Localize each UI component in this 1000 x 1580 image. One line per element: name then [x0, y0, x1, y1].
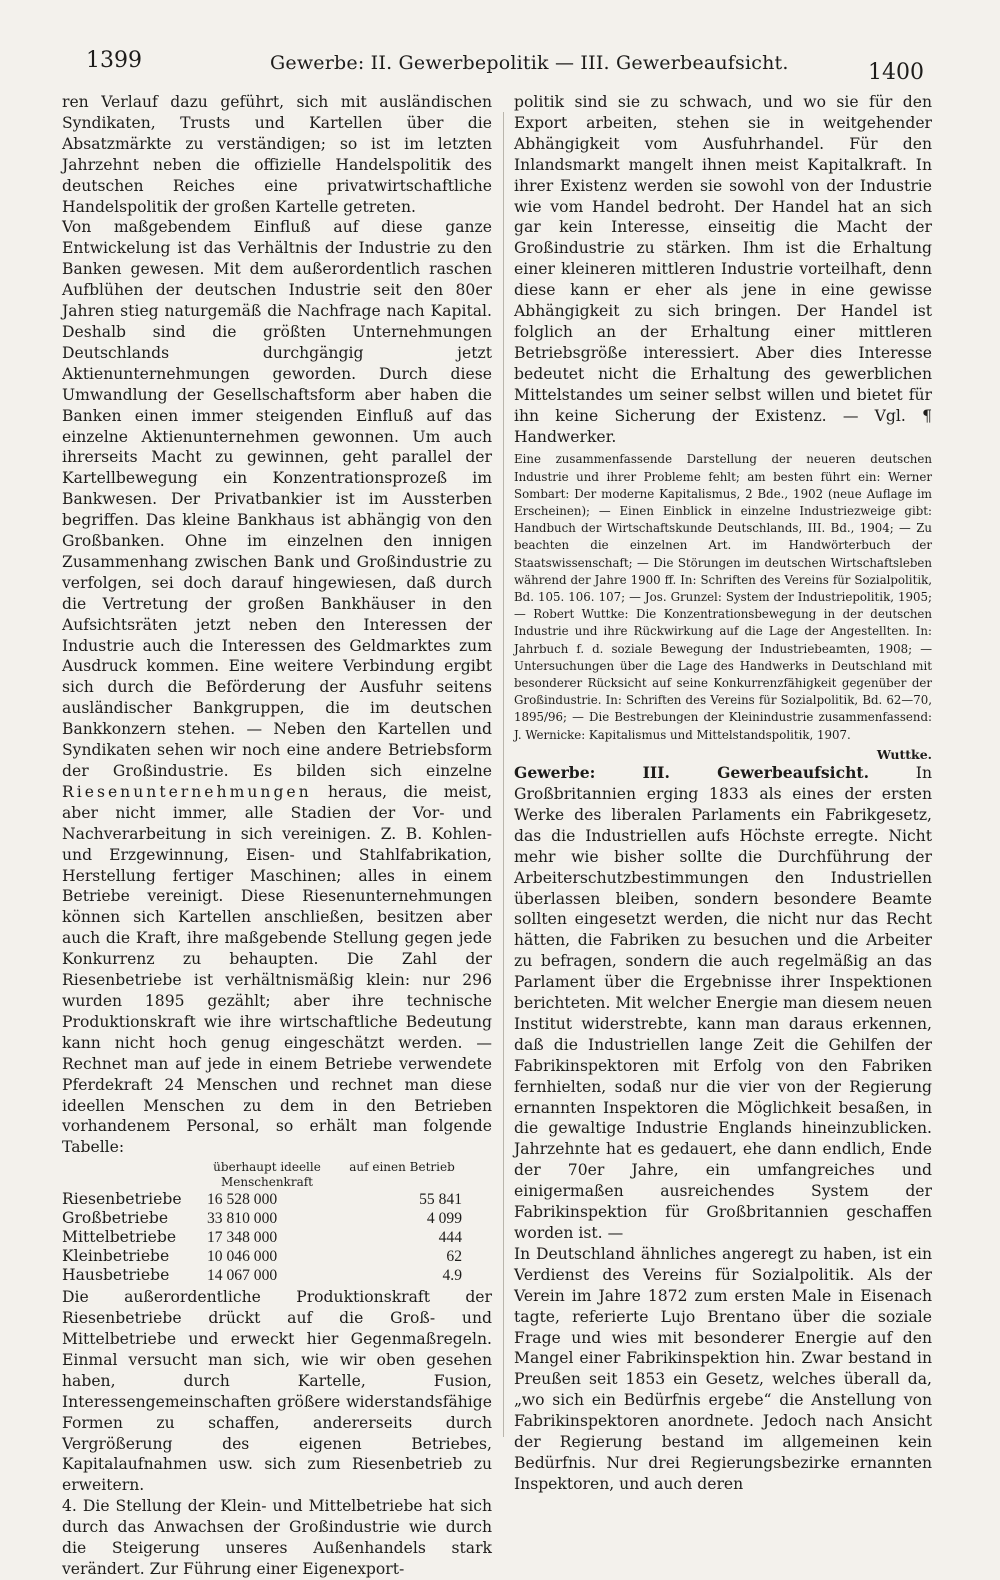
paragraph-text: heraus, die meist, aber nicht immer, alle Stadien der Vor- und Nachverarbeitung in sich vereinigen. Z. B. Kohlen- und Erzgewinnung, Eisen- und Stahlfabrikation, Herstellung fertiger Maschinen; alles in einem Betriebe vereinigt. Diese Riesenunternehmungen können sich Kartellen anschließen, besitzen aber auch die Kraft, ihre maßgebende Stellung gegen jede Konkurrenz zu behaupten. Die Zahl der Riesenbetriebe ist verhältnismäßig klein: nur 296 wurden 1895 gezählt; aber ihre technische Produktionskraft wie ihre wirtschaftliche Bedeutung kann nicht hoch genug eingeschätzt werden. — Rechnet man auf jede in einem Betriebe verwendete Pferdekraft 24 Menschen und rechnet man diese ideellen Menschen zu dem in den Betrieben vorhandenem Personal, so erhält man folgende Tabelle: — [62, 782, 492, 1157]
table-header-per-business: auf einen Betrieb — [349, 1160, 455, 1175]
row-label: Kleinbetriebe — [62, 1247, 170, 1266]
paragraph — [514, 763, 932, 1244]
paragraph: In Deutschland ähnliches angeregt zu haben, ist ein Verdienst des Vereins für Sozialpolitik. Als der Verein im Jahre 1872 zum ersten Male in Eisenach tagte, referierte Lujo Brentano über die soziale Frage und wies mit besonderer Energie auf den Mangel einer Fabrikinspektion hin. Zwar bestand in Preußen seit 1853 ein Gesetz, welches überall da, „wo sich ein Bedürfnis ergebe“ die Anstellung von Fabrikinspektoren anordnete. Jedoch nach Ansicht der Regierung bestand im allgemeinen kein Bedürfnis. Nur drei Regierungsbezirke ernannten Inspektoren, und auch deren — [514, 1244, 932, 1493]
page-number-right: 1400 — [868, 60, 924, 85]
table-row — [62, 1209, 462, 1228]
running-header: Gewerbe: II. Gewerbepolitik — III. Gewerbeaufsicht. — [270, 52, 789, 74]
table-row — [62, 1228, 462, 1247]
page-number-left: 1399 — [86, 48, 142, 73]
paragraph-text: Von maßgebendem Einfluß auf diese ganze Entwickelung ist das Verhältnis der Industrie zu den Banken gewesen. Mit dem außerordentlich raschen Aufblühen der deutschen Industrie seit den 80er Jahren stieg naturgemäß die Nachfrage nach Kapital. Deshalb sind die größten Unternehmungen Deutschlands durchgängig jetzt Aktienunternehmungen geworden. Durch diese Umwandlung der Gesellschaftsform aber haben die Banken einen immer steigenden Einfluß auf das einzelne Aktienunternehmen gewonnen. Um auch ihrerseits Macht zu gewinnen, geht parallel der Kartellbewegung ein Konzentrationsprozeß im Bankwesen. Der Privatbankier ist im Aussterben begriffen. Das kleine Bankhaus ist abhängig von den Großbanken. Ohne im einzelnen den innigen Zusammenhang zwischen Bank und Großindustrie zu verfolgen, sei doch darauf hingewiesen, daß durch die Vertretung der großen Bankhäuser in den Aufsichtsräten jetzt neben den Interessen der Industrie auch die Interessen des Geldmarktes zum Ausdruck kommen. Eine weitere Verbindung ergibt sich durch die Beförderung der Ausfuhr seitens ausländischer Bankgruppen, die im deutschen Bankkonzern stehen. — Neben den Kartellen und Syndikaten sehen wir noch eine andere Betriebsform der Großindustrie. Es bilden sich einzelne — [62, 218, 492, 780]
row-label: Großbetriebe — [62, 1209, 169, 1228]
paragraph-text: In Großbritannien erging 1833 als eines der ersten Werke des liberalen Parlaments ein Fabrikgesetz, das die Industriellen aufs Höchste erregte. Nicht mehr wie bisher sollte die Durchführung der Arbeiterschutzbestimmungen den Industriellen überlassen bleiben, sondern besondere Beamte sollten eingesetzt werden, die nicht nur das Recht hätten, die Fabriken zu besuchen und die Arbeiter zu befragen, sondern die auch regelmäßig an das Parlament über die Ergebnisse ihrer Inspektionen berichteten. Mit welcher Energie man diesem neuen Institut widerstrebte, kann man daraus erkennen, daß die Industriellen lange Zeit die Gehilfen der Fabrikinspektoren mit Erfolg von den Fabriken fernhielten, sodaß nur die vier von der Regierung ernannten Inspektoren die Möglichkeit besaßen, in die gewaltige Industrie Englands hineinzublicken. Jahrzehnte hat es gedauert, ehe dann endlich, Ende der 70er Jahre, ein umfangreiches und einigermaßen ausreichendes System der Fabrikinspektion für Großbritannien geschaffen worden ist. — — [514, 764, 932, 1242]
row-per-business: 444 — [438, 1229, 462, 1247]
paragraph: 4. Die Stellung der Klein- und Mittelbetriebe hat sich durch das Anwachsen der Großindustrie wie durch die Steigerung unseres Außenhandels stark verändert. Zur Führung einer Eigenexport- — [62, 1497, 492, 1578]
paragraph: Die außerordentliche Produktionskraft der Riesenbetriebe drückt auf die Groß- und Mittelbetriebe und erweckt hier Gegenmaßregeln. Einmal versucht man sich, wie wir oben gesehen haben, durch Kartelle, Fusion, Interessengemeinschaften größere widerstandsfähige Formen zu schaffen, andererseits durch Vergrößerung des eigenen Betriebes, Kapitalaufnahmen usw. sich zum Riesenbetrieb zu erweitern. — [62, 1288, 492, 1495]
left-body-continued — [62, 1287, 492, 1580]
row-label: Hausbetriebe — [62, 1266, 170, 1285]
bibliography-text: Eine zusammenfassende Darstellung der neueren deutschen Industrie und ihrer Probleme fehlt; am besten führt ein: Werner Sombart: Der moderne Kapitalismus, 2 Bde., 1902 (neue Auflage im Erscheinen); — Einen Einblick in einzelne Industriezweige gibt: Handbuch der Wirtschaftskunde Deutschlands, III. Bd., 1904; — Zu beachten die einzelnen Art. im Handwörterbuch der Staatswissenschaft; — Die Störungen im deutschen Wirtschaftsleben während der Jahre 1900 ff. In: Schriften des Vereins für Sozialpolitik, Bd. 105. 106. 107; — Jos. Grunzel: System der Industriepolitik, 1905; — Robert Wuttke: Die Konzentrationsbewegung in der deutschen Industrie und ihre Rückwirkung auf die Lage der Angestellten. In: Jahrbuch f. d. soziale Bewegung der Industriebeamten, 1908; — Untersuchungen über die Lage des Handwerks in Deutschland mit besonderer Rücksicht auf seine Konkurrenzfähigkeit gegenüber der Großindustrie. In: Schriften des Vereins für Sozialpolitik, Bd. 62—70, 1895/96; — Die Bestrebungen der Kleinindustrie zusammenfassend: J. Wernicke: Kapitalismus und Mittelstandspolitik, 1907. — [514, 452, 932, 742]
left-column — [62, 92, 492, 1580]
row-total: 14 067 000 — [207, 1267, 278, 1285]
table-row — [62, 1247, 462, 1266]
table-header — [62, 1160, 492, 1190]
author-signature: Wuttke. — [876, 746, 932, 762]
row-total: 17 348 000 — [207, 1229, 278, 1247]
row-total: 33 810 000 — [207, 1210, 278, 1228]
row-total: 16 528 000 — [207, 1191, 278, 1209]
table-header-total: überhaupt ideelle Menschenkraft — [213, 1160, 321, 1190]
row-total: 10 046 000 — [207, 1248, 278, 1266]
table-row — [62, 1190, 462, 1209]
column-divider — [503, 112, 504, 1437]
business-size-table — [62, 1190, 462, 1285]
emphasized-term: Riesenunternehmungen — [62, 782, 312, 801]
section-body — [514, 763, 932, 1495]
left-body — [62, 92, 492, 1158]
row-per-business: 4 099 — [426, 1210, 462, 1228]
paragraph: ren Verlauf dazu geführt, sich mit ausländischen Syndikaten, Trusts und Kartellen über die Absatzmärkte zu verständigen; so ist im letzten Jahrzehnt neben die offizielle Handelspolitik des deutschen Reiches eine privatwirtschaftliche Handelspolitik der großen Kartelle getreten. — [62, 93, 492, 216]
paragraph — [62, 217, 492, 1158]
section-title: Gewerbe: III. Gewerbeaufsicht. — [514, 763, 870, 783]
right-body — [514, 92, 932, 447]
row-per-business: 62 — [446, 1248, 462, 1266]
row-label: Riesenbetriebe — [62, 1190, 182, 1209]
table-row — [62, 1266, 462, 1285]
row-label: Mittelbetriebe — [62, 1228, 177, 1247]
row-per-business: 55 841 — [419, 1191, 462, 1209]
right-column — [514, 92, 932, 1495]
row-per-business: 4.9 — [442, 1267, 462, 1285]
paragraph: politik sind sie zu schwach, und wo sie für den Export arbeiten, stehen sie in weitgehender Abhängigkeit vom Ausfuhrhandel. Für den Inlandsmarkt mangelt ihnen meist Kapitalkraft. In ihrer Existenz werden sie sowohl von der Industrie wie vom Handel bedroht. Der Handel hat an sich gar kein Interesse, einseitig die Macht der Großindustrie zu stärken. Ihm ist die Erhaltung einer kleineren mittleren Industrie vorteilhaft, denn diese kann er eher als jene in eine gewisse Abhängigkeit zu sich bringen. Der Handel ist folglich an der Erhaltung einer mittleren Betriebsgröße interessiert. Aber dies Interesse bedeutet nicht die Erhaltung des gewerblichen Mittelstandes um seiner selbst willen und bietet für ihn keine Sicherung der Existenz. — Vgl. ¶ Handwerker. — [514, 93, 932, 446]
bibliography-note — [514, 451, 932, 763]
